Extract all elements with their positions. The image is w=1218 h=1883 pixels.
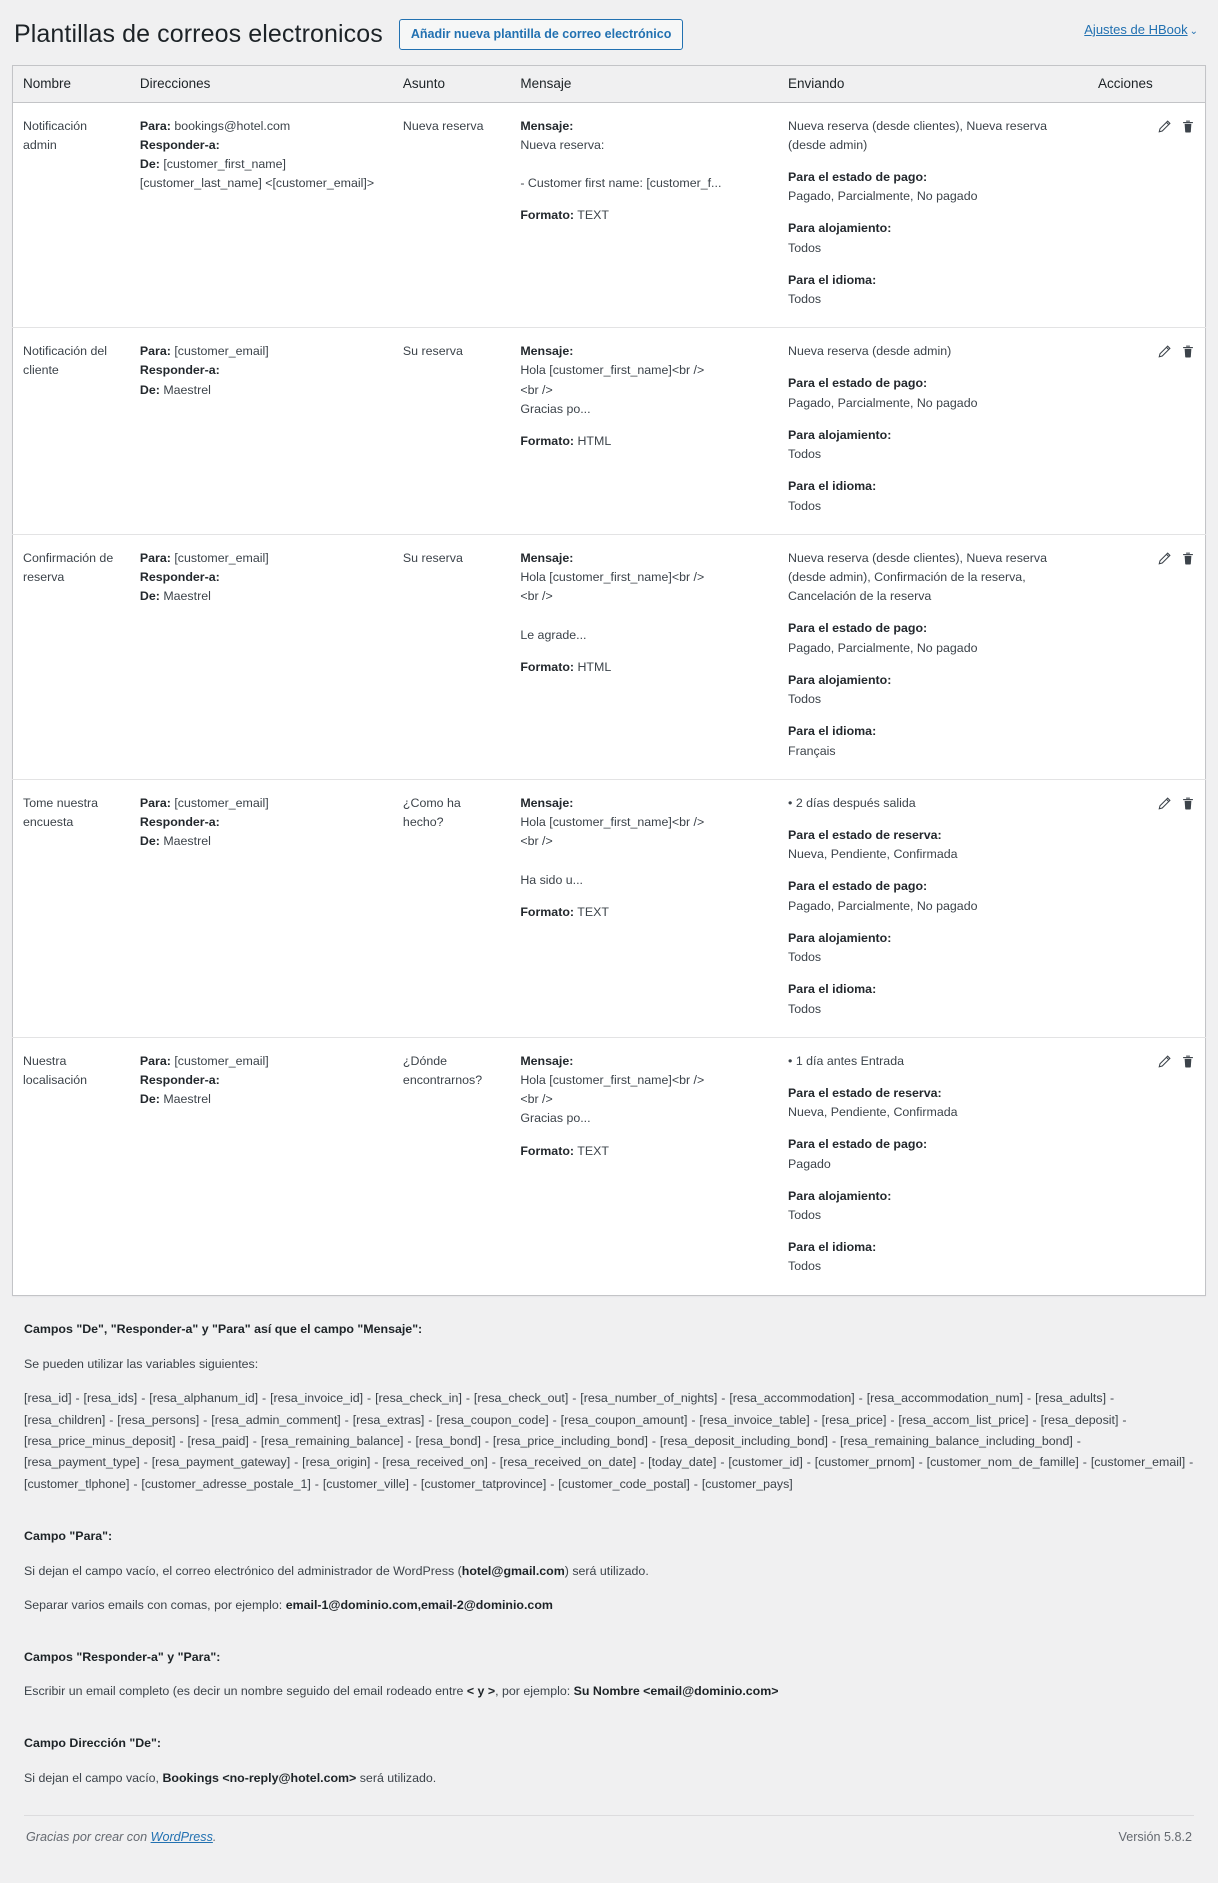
cell-direcciones (130, 102, 393, 328)
cell-direcciones (130, 779, 393, 1037)
notes-gap-3 (24, 1716, 1194, 1734)
cell-mensaje (510, 102, 778, 328)
language-block (788, 477, 1078, 515)
label-estado-pago: Para el estado de pago: (788, 1137, 928, 1152)
label-para: Para: (139, 344, 171, 359)
cell-enviando (778, 1037, 1088, 1295)
value-idioma: Todos (788, 1001, 822, 1016)
notes-gap-2 (24, 1630, 1194, 1648)
label-responder-a: Responder-a: (139, 137, 220, 152)
cell-direcciones (130, 534, 393, 779)
footer-thanks (26, 1830, 216, 1844)
language-block (788, 1238, 1078, 1276)
value-estado-pago: Pagado, Parcialmente, No pagado (788, 395, 978, 410)
label-estado-pago: Para el estado de pago: (788, 169, 928, 184)
cell-acciones (1088, 779, 1205, 1037)
label-mensaje: Mensaje: (520, 344, 574, 359)
value-estado-pago: Pagado, Parcialmente, No pagado (788, 898, 978, 913)
table-head (13, 65, 1206, 102)
message-line: Le agrade... (520, 627, 587, 642)
address-de (140, 381, 383, 400)
address-para (140, 549, 383, 568)
payment-status-block (788, 877, 1078, 915)
value-idioma: Todos (788, 292, 822, 307)
cell-asunto: Nueva reserva (393, 102, 510, 328)
cell-direcciones (130, 1037, 393, 1295)
notes-para-line-1 (24, 1562, 1194, 1582)
table-header-row (13, 65, 1206, 102)
address-de (140, 155, 383, 193)
cell-enviando (778, 328, 1088, 535)
message-line: Hola [customer_first_name]<br /> (520, 363, 705, 378)
footer-thanks-prefix: Gracias por crear con (26, 1829, 151, 1844)
value-formato: HTML (577, 659, 612, 674)
label-idioma: Para el idioma: (788, 982, 877, 997)
address-de (140, 587, 383, 606)
notes-para-example-emails: email-1@dominio.com,email-2@dominio.com (285, 1597, 553, 1612)
edit-icon[interactable] (1157, 344, 1172, 359)
add-new-email-template-button[interactable]: Añadir nueva plantilla de correo electrónico (399, 19, 684, 50)
message-line-blank (520, 851, 768, 870)
value-estado-pago: Pagado (788, 1156, 831, 1171)
label-para: Para: (139, 550, 171, 565)
cell-asunto: ¿Como ha hecho? (393, 779, 510, 1037)
label-para: Para: (139, 1053, 171, 1068)
address-para (140, 117, 383, 136)
wordpress-link[interactable]: WordPress (150, 1829, 213, 1844)
label-para: Para: (139, 795, 171, 810)
value-alojamiento: Todos (788, 950, 822, 965)
payment-status-block (788, 168, 1078, 206)
delete-icon[interactable] (1181, 119, 1195, 134)
booking-status-block (788, 1084, 1078, 1122)
notes-reply-example: Su Nombre <email@dominio.com> (573, 1684, 779, 1699)
label-de: De: (139, 589, 160, 604)
value-alojamiento: Todos (788, 240, 822, 255)
message-line: <br /> (520, 382, 553, 397)
table-row (13, 328, 1206, 535)
label-formato: Formato: (520, 208, 575, 223)
label-formato: Formato: (520, 904, 575, 919)
accommodation-block (788, 219, 1078, 257)
message-line: <br /> (520, 589, 553, 604)
edit-icon[interactable] (1157, 119, 1172, 134)
value-formato: HTML (577, 434, 612, 449)
notes-reply-line-a: Escribir un email completo (es decir un nombre seguido del email rodeado entre (24, 1684, 467, 1699)
cell-mensaje (510, 328, 778, 535)
hbook-settings-link[interactable] (1084, 22, 1198, 37)
label-alojamiento: Para alojamiento: (788, 427, 892, 442)
value-formato: TEXT (577, 208, 609, 223)
email-templates-table (12, 65, 1206, 1296)
cell-nombre: Notificación del cliente (13, 328, 130, 535)
label-mensaje: Mensaje: (520, 795, 574, 810)
address-responder-a (140, 813, 383, 832)
format-block (520, 903, 768, 922)
cell-nombre: Nuestra localisación (23, 1053, 88, 1087)
cell-enviando (778, 779, 1088, 1037)
label-para: Para: (139, 118, 171, 133)
format-block (520, 206, 768, 225)
column-header-direcciones: Direcciones (130, 65, 393, 102)
label-formato: Formato: (520, 1143, 575, 1158)
chevron-down-icon: ⌄ (1189, 26, 1198, 37)
address-responder-a (140, 568, 383, 587)
label-de: De: (139, 1092, 160, 1107)
label-estado-pago: Para el estado de pago: (788, 376, 928, 391)
cell-asunto: ¿Dónde encontrarnos? (402, 1053, 483, 1087)
cell-direcciones (130, 328, 393, 535)
value-estado-reserva: Nueva, Pendiente, Confirmada (788, 1105, 958, 1120)
language-block (788, 980, 1078, 1018)
edit-icon[interactable] (1157, 796, 1172, 811)
format-block (520, 658, 768, 677)
accommodation-block (788, 671, 1078, 709)
notes-reply-brackets: < y > (466, 1684, 496, 1699)
value-formato: TEXT (577, 904, 609, 919)
sending-events: • 1 día antes Entrada (788, 1053, 904, 1068)
label-de: De: (139, 156, 160, 171)
label-idioma: Para el idioma: (788, 724, 877, 739)
label-idioma: Para el idioma: (788, 272, 877, 287)
label-alojamiento: Para alojamiento: (788, 672, 892, 687)
column-header-enviando: Enviando (778, 65, 1088, 102)
notes-de-default: Bookings <no-reply@hotel.com> (162, 1771, 357, 1786)
address-de (140, 832, 383, 851)
label-mensaje: Mensaje: (520, 1053, 574, 1068)
help-notes (12, 1296, 1206, 1789)
accommodation-block (788, 1187, 1078, 1225)
label-estado-reserva: Para el estado de reserva: (788, 1085, 942, 1100)
address-responder-a (140, 1071, 383, 1090)
cell-nombre: Confirmación de reserva (13, 534, 130, 779)
message-line: Gracias po... (520, 401, 591, 416)
payment-status-block (788, 1135, 1078, 1173)
label-mensaje: Mensaje: (520, 550, 574, 565)
label-responder-a: Responder-a: (139, 570, 220, 584)
sending-events: Nueva reserva (desde admin) (788, 344, 952, 359)
message-line: Hola [customer_first_name]<br /> (520, 570, 705, 584)
language-block (788, 271, 1078, 309)
label-idioma: Para el idioma: (788, 479, 877, 494)
address-de (140, 1090, 383, 1109)
column-header-mensaje: Mensaje (510, 65, 778, 102)
cell-mensaje (510, 779, 778, 1037)
label-de: De: (139, 834, 160, 849)
language-block (788, 722, 1078, 760)
cell-mensaje (510, 1037, 778, 1295)
message-line: Hola [customer_first_name]<br /> (520, 814, 705, 829)
column-header-acciones: Acciones (1088, 65, 1205, 102)
label-responder-a: Responder-a: (139, 363, 220, 378)
value-de: [customer_first_name] [customer_last_name] <[customer_email]> (139, 156, 375, 191)
value-estado-pago: Pagado, Parcialmente, No pagado (788, 640, 978, 655)
format-block (520, 1142, 768, 1161)
message-line: <br /> (520, 834, 553, 849)
value-alojamiento: Todos (788, 692, 822, 707)
notes-de-line (24, 1769, 1194, 1789)
delete-icon[interactable] (1181, 796, 1195, 811)
label-alojamiento: Para alojamiento: (788, 930, 892, 945)
address-para (140, 1052, 383, 1071)
value-estado-reserva: Nueva, Pendiente, Confirmada (788, 847, 958, 862)
cell-enviando (778, 534, 1088, 779)
column-header-asunto: Asunto (393, 65, 510, 102)
page-header (12, 12, 1206, 65)
edit-icon[interactable] (1157, 551, 1172, 566)
value-alojamiento: Todos (788, 1208, 822, 1223)
value-de: Maestrel (163, 589, 211, 604)
value-idioma: Todos (788, 1259, 822, 1274)
booking-status-block (788, 826, 1078, 864)
value-de: Maestrel (163, 382, 211, 397)
table-row (13, 102, 1206, 328)
notes-vars-intro: Se pueden utilizar las variables siguientes: (24, 1356, 259, 1371)
label-responder-a: Responder-a: (139, 1072, 220, 1087)
notes-de-line-a: Si dejan el campo vacío, (24, 1771, 163, 1786)
notes-variables-list: [resa_id] - [resa_ids] - [resa_alphanum_id] - [resa_invoice_id] - [resa_check_in] - [resa_check_out] - [resa_number_of_nights] - [resa_accommodation] - [resa_accommodation_num] - [resa_adults] - [resa_children] - [resa_persons] - [resa_admin_comment] - [resa_extras] - [resa_coupon_code] - [resa_coupon_amount] - [resa_invoice_table] - [resa_price] - [resa_accom_list_price] - [resa_deposit] - [resa_price_minus_deposit] - [resa_paid] - [resa_remaining_balance] - [resa_bond] - [resa_price_including_bond] - [resa_deposit_including_bond] - [resa_remaining_balance_including_bond] - [resa_payment_type] - [resa_payment_gateway] - [resa_origin] - [resa_received_on] - [resa_received_on_date] - [today_date] - [customer_id] - [customer_prnom] - [customer_nom_de_famille] - [customer_email] - [customer_tlphone] - [customer_adresse_postale_1] - [customer_ville] - [customer_tatprovince] - [customer_code_postal] - [customer_pays] (24, 1391, 1194, 1491)
address-responder-a (140, 361, 383, 380)
label-mensaje: Mensaje: (520, 118, 574, 133)
message-line: - Customer first name: [customer_f... (520, 176, 722, 191)
admin-footer (24, 1815, 1194, 1864)
value-para: [customer_email] (174, 795, 269, 810)
address-para (140, 794, 383, 813)
footer-thanks-suffix: . (212, 1829, 217, 1844)
payment-status-block (788, 619, 1078, 657)
page-title: Plantillas de correos electronicos (14, 20, 383, 48)
delete-icon[interactable] (1181, 551, 1195, 566)
message-line-blank (520, 155, 768, 174)
value-para: bookings@hotel.com (174, 118, 291, 133)
accommodation-block (788, 426, 1078, 464)
label-estado-reserva: Para el estado de reserva: (788, 827, 942, 842)
cell-acciones (1088, 328, 1205, 535)
notes-de-line-b: será utilizado. (356, 1771, 437, 1786)
label-formato: Formato: (520, 434, 575, 449)
notes-para-line-1-b: ) será utilizado. (564, 1563, 649, 1578)
table-row (13, 779, 1206, 1037)
notes-gap-1 (24, 1509, 1194, 1527)
label-estado-pago: Para el estado de pago: (788, 621, 928, 636)
delete-icon[interactable] (1181, 344, 1195, 359)
value-formato: TEXT (577, 1143, 609, 1158)
notes-para-heading: Campo "Para": (24, 1529, 113, 1544)
notes-para-admin-email: hotel@gmail.com (461, 1563, 565, 1578)
label-estado-pago: Para el estado de pago: (788, 879, 928, 894)
label-alojamiento: Para alojamiento: (788, 221, 892, 236)
notes-para-line-2-a: Separar varios emails con comas, por ejemplo: (24, 1597, 286, 1612)
cell-enviando (778, 102, 1088, 328)
accommodation-block (788, 929, 1078, 967)
address-para (140, 342, 383, 361)
message-line: Hola [customer_first_name]<br /> (520, 1072, 705, 1087)
cell-asunto: Su reserva (393, 534, 510, 779)
sending-events: • 2 días después salida (788, 795, 916, 810)
format-block (520, 432, 768, 451)
footer-version: Versión 5.8.2 (1118, 1829, 1192, 1844)
value-para: [customer_email] (174, 344, 269, 359)
label-idioma: Para el idioma: (788, 1240, 877, 1255)
message-line: Nueva reserva: (520, 137, 605, 152)
value-idioma: Français (788, 743, 836, 758)
delete-icon[interactable] (1181, 1054, 1195, 1069)
notes-para-line-2 (24, 1596, 1194, 1616)
sending-events: Nueva reserva (desde clientes), Nueva reserva (desde admin), Confirmación de la reserva, Cancelación de la reserva (788, 550, 1047, 604)
hbook-settings-label: Ajustes de HBook (1084, 22, 1188, 37)
value-alojamiento: Todos (788, 447, 822, 462)
column-header-nombre: Nombre (13, 65, 130, 102)
label-responder-a: Responder-a: (139, 814, 220, 829)
notes-reply-line-b: , por ejemplo: (495, 1684, 574, 1699)
notes-reply-line (24, 1682, 1194, 1702)
value-estado-pago: Pagado, Parcialmente, No pagado (788, 189, 978, 204)
edit-icon[interactable] (1157, 1054, 1172, 1069)
value-para: [customer_email] (174, 550, 269, 565)
notes-reply-heading: Campos "Responder-a" y "Para": (24, 1649, 221, 1664)
value-para: [customer_email] (174, 1053, 269, 1068)
table-body (13, 102, 1206, 1295)
payment-status-block (788, 374, 1078, 412)
message-line: <br /> (520, 1092, 553, 1107)
message-line: Ha sido u... (520, 872, 584, 887)
cell-nombre: Tome nuestra encuesta (13, 779, 130, 1037)
cell-nombre: Notificación admin (13, 102, 130, 328)
message-line-blank (520, 606, 768, 625)
cell-asunto: Su reserva (393, 328, 510, 535)
value-de: Maestrel (163, 1092, 211, 1107)
value-idioma: Todos (788, 498, 822, 513)
cell-mensaje (510, 534, 778, 779)
notes-de-heading: Campo Dirección "De": (24, 1736, 162, 1751)
value-de: Maestrel (163, 834, 211, 849)
sending-events: Nueva reserva (desde clientes), Nueva reserva (desde admin) (788, 118, 1047, 152)
address-responder-a (140, 136, 383, 155)
notes-para-line-1-a: Si dejan el campo vacío, el correo electrónico del administrador de WordPress ( (24, 1563, 462, 1578)
label-de: De: (139, 382, 160, 397)
table-row (13, 534, 1206, 779)
notes-fields-heading: Campos "De", "Responder-a" y "Para" así que el campo "Mensaje": (24, 1321, 423, 1336)
label-alojamiento: Para alojamiento: (788, 1188, 892, 1203)
message-line: Gracias po... (520, 1111, 591, 1126)
cell-acciones (1088, 534, 1205, 779)
table-row (13, 1037, 1206, 1295)
cell-acciones (1088, 1037, 1205, 1295)
cell-acciones (1088, 102, 1205, 328)
label-formato: Formato: (520, 659, 575, 674)
